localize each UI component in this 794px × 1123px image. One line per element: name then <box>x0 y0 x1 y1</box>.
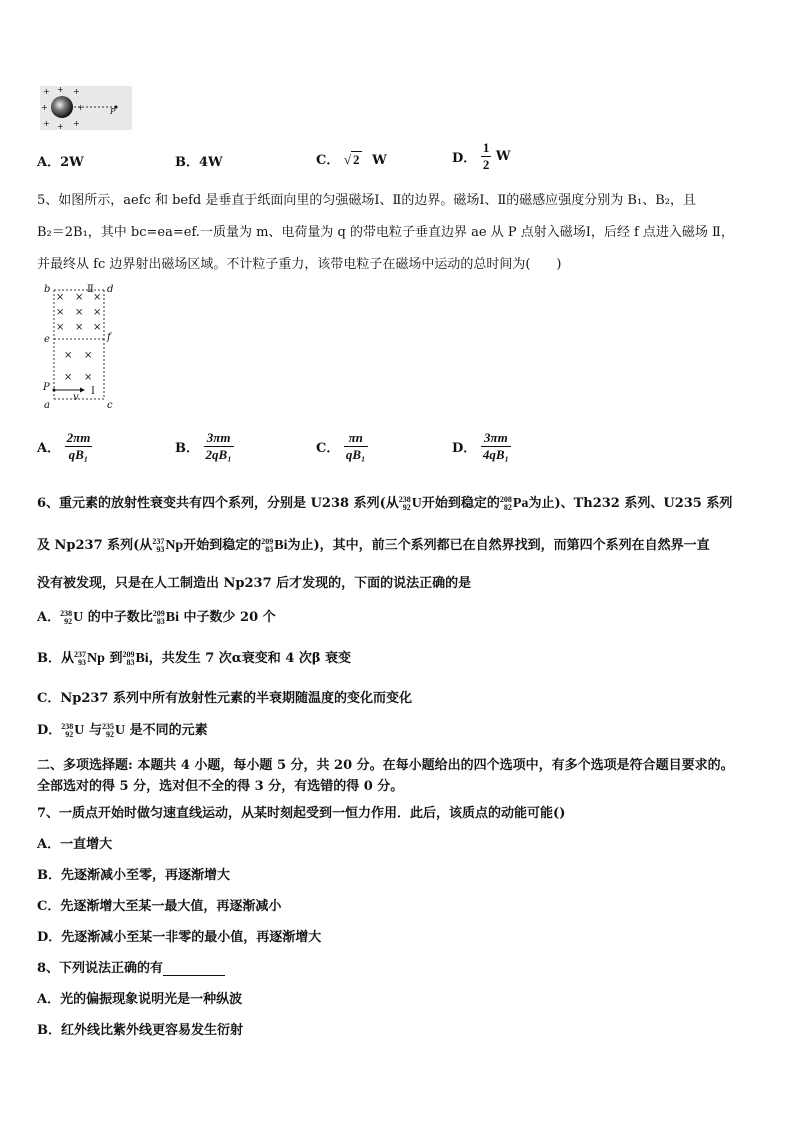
q5-option-a <box>37 430 92 463</box>
option-text: 的中子数比 <box>87 610 153 625</box>
q7-option-c: C．先逐渐增大至某一最大值，再逐渐减小 <box>37 899 282 914</box>
element-symbol: Bi <box>135 651 149 667</box>
mass-number: 209 <box>261 537 274 547</box>
q5-option-d-label: D． <box>452 441 477 456</box>
field-cross: × <box>93 292 102 303</box>
fraction-numerator: πn <box>344 430 368 447</box>
q6-text: 开始到稳定的 <box>183 538 262 553</box>
fraction <box>481 140 492 173</box>
q4-option-d-unit: W <box>495 149 511 164</box>
q5-option-b <box>175 430 234 463</box>
q6-text: 6、重元素的放射性衰变共有四个系列，分别是 U238 系列(从 <box>37 496 399 511</box>
field-cross: × <box>75 292 84 303</box>
atomic-number: 93 <box>78 658 86 668</box>
q6-stem-line3: 没有被发现，只是在人工制造出 Np237 后才发现的，下面的说法正确的是 <box>37 576 472 591</box>
svg-text:+: + <box>57 122 64 130</box>
fraction-numerator: 2πm <box>66 430 91 445</box>
q5-stem-line3: 并最终从 fc 边界射出磁场区域。不计粒子重力，该带电粒子在磁场中运动的总时间为( ) <box>37 257 562 272</box>
q4-option-c <box>316 149 387 168</box>
fraction-denominator: 2 <box>482 157 490 172</box>
fraction-denominator: qB₁ <box>68 447 89 462</box>
nuclide-bi209 <box>261 537 287 554</box>
element-symbol: U <box>411 496 422 512</box>
q4-option-b: B．4W <box>175 155 223 170</box>
svg-text:+: + <box>43 87 50 96</box>
q8-stem-text: 8、下列说法正确的有 <box>37 961 164 976</box>
svg-text:+: + <box>73 119 80 128</box>
q8-option-a: A．光的偏振现象说明光是一种纵波 <box>37 992 243 1007</box>
element-symbol: U <box>73 610 84 626</box>
q6-option-a <box>37 606 276 626</box>
q5-option-c-label: C． <box>316 441 340 456</box>
atomic-number: 93 <box>156 545 165 555</box>
field-cross: × <box>93 322 102 333</box>
svg-text:+: + <box>57 86 64 94</box>
nuclide-bi209 <box>153 609 179 626</box>
atomic-number: 82 <box>503 503 512 513</box>
element-symbol: Np <box>87 651 105 667</box>
label-region-2: Ⅱ <box>87 284 94 295</box>
field-cross: × <box>93 307 102 318</box>
atomic-number: 92 <box>402 503 411 513</box>
field-cross: × <box>64 350 73 361</box>
nuclide-bi209 <box>122 650 148 667</box>
element-symbol: Np <box>165 538 184 554</box>
mass-number: 238 <box>61 722 74 732</box>
q6-text: 及 Np237 系列(从 <box>37 538 153 553</box>
field-cross: × <box>75 307 84 318</box>
label-p: P <box>43 382 50 393</box>
q5-option-d <box>452 430 511 463</box>
sqrt-radicand: 2 <box>353 152 360 167</box>
option-label: B．从 <box>37 651 74 666</box>
nuclide-pa208 <box>500 495 529 512</box>
q7-option-a: A．一直增大 <box>37 837 113 852</box>
q6-text: 为止)、Th232 系列、U235 系列 <box>528 496 733 511</box>
q6-stem-line2 <box>37 534 710 554</box>
element-symbol: Bi <box>165 610 179 626</box>
label-v: v <box>73 392 79 403</box>
option-text: ，共发生 7 次α衰变和 4 次β 衰变 <box>148 651 352 666</box>
fraction <box>344 430 368 463</box>
q5-stem-line1: 5、如图所示，aefc 和 befd 是垂直于纸面向里的匀强磁场Ⅰ、Ⅱ的边界。磁场Ⅰ、Ⅱ的磁感应强度分别为 B₁、B₂，且 <box>37 193 696 208</box>
q7-option-b: B．先逐渐减小至零，再逐渐增大 <box>37 868 230 883</box>
point-p-label: P <box>110 107 116 116</box>
nuclide-np237 <box>152 537 183 554</box>
field-cross: × <box>56 292 65 303</box>
fraction-denominator: 4qB₁ <box>482 447 510 462</box>
q6-text: 开始到稳定的 <box>421 496 500 511</box>
field-cross: × <box>56 322 65 333</box>
q4-option-a: A．2W <box>37 155 84 170</box>
q6-option-b <box>37 647 351 667</box>
label-f: f <box>107 332 111 343</box>
sphere-figure <box>40 86 132 130</box>
fraction <box>481 430 511 463</box>
q4-option-c-unit: W <box>372 153 387 168</box>
q4-option-d <box>452 140 510 173</box>
nuclide-np237 <box>74 650 105 667</box>
nuclide-u238 <box>60 609 83 626</box>
q5-option-c <box>316 430 368 463</box>
answer-blank <box>163 963 225 976</box>
svg-text:+: + <box>43 119 50 128</box>
q8-stem <box>37 957 225 976</box>
label-a: a <box>44 400 50 411</box>
magnetic-field-figure <box>40 284 120 412</box>
field-cross: × <box>75 322 84 333</box>
q5-stem-line2: B₂＝2B₁，其中 bc=ea=ef.一质量为 m、电荷量为 q 的带电粒子垂直边界 ae 从 P 点射入磁场Ⅰ，后经 f 点进入磁场 Ⅱ， <box>37 225 734 240</box>
mass-number: 235 <box>101 722 114 732</box>
field-cross: × <box>84 372 93 383</box>
fraction-numerator: 3πm <box>481 430 511 447</box>
fraction-denominator: qB₁ <box>345 447 366 462</box>
q5-option-b-label: B． <box>175 441 199 456</box>
label-region-1: Ⅰ <box>91 386 95 397</box>
q6-text: 为止)，其中，前三个系列都已在自然界找到，而第四个系列在自然界一直 <box>287 538 710 553</box>
mass-number: 237 <box>152 537 165 547</box>
option-text: 是不同的元素 <box>129 723 208 738</box>
mass-number: 238 <box>398 495 411 505</box>
option-text: 到 <box>109 651 123 666</box>
atomic-number: 92 <box>105 730 114 740</box>
q4-option-d-label: D． <box>452 151 477 166</box>
fraction <box>65 430 93 463</box>
label-d: d <box>107 284 114 295</box>
svg-text:+: + <box>41 103 48 112</box>
atomic-number: 83 <box>265 545 274 555</box>
atomic-number: 83 <box>126 658 135 668</box>
nuclide-u238 <box>61 722 84 739</box>
label-e: e <box>44 334 50 345</box>
section2-heading-line1: 二、多项选择题: 本题共 4 小题，每小题 5 分，共 20 分。在每小题给出的四个选项中，有多个选项是符合题目要求的。 <box>37 758 734 773</box>
atomic-number: 92 <box>64 617 73 627</box>
element-symbol: Pa <box>512 496 529 512</box>
option-label: A． <box>37 610 61 625</box>
fraction-numerator: 1 <box>482 140 490 155</box>
field-cross: × <box>64 372 73 383</box>
q6-stem-line1 <box>37 492 732 512</box>
element-symbol: Bi <box>274 538 288 554</box>
q6-option-d <box>37 719 208 739</box>
q7-stem: 7、一质点开始时做匀速直线运动，从某时刻起受到一恒力作用．此后，该质点的动能可能() <box>37 806 566 821</box>
field-cross: × <box>56 307 65 318</box>
q5-option-a-label: A． <box>37 441 61 456</box>
nuclide-u235 <box>102 722 125 739</box>
mass-number: 238 <box>60 609 73 619</box>
nuclide-u238 <box>399 495 422 512</box>
svg-text:+: + <box>77 103 84 112</box>
option-label: D． <box>37 723 62 738</box>
fraction-numerator: 3πm <box>204 430 234 447</box>
q6-option-c: C．Np237 系列中所有放射性元素的半衰期随温度的变化而变化 <box>37 691 412 706</box>
svg-text:+: + <box>73 87 80 96</box>
section2-heading-line2: 全部选对的得 5 分，选对但不全的得 3 分，有选错的得 0 分。 <box>37 779 404 794</box>
mass-number: 237 <box>74 650 86 660</box>
q8-option-b: B．红外线比紫外线更容易发生衍射 <box>37 1023 243 1038</box>
q4-option-c-label: C． <box>316 153 340 168</box>
mass-number: 209 <box>122 650 135 660</box>
fraction-denominator: 2qB₁ <box>205 447 232 462</box>
sqrt-symbol: √ 2 <box>343 152 360 167</box>
option-text: 中子数少 20 个 <box>183 610 276 625</box>
element-symbol: U <box>74 723 85 739</box>
element-symbol: U <box>114 723 126 739</box>
atomic-number: 92 <box>65 730 74 740</box>
mass-number: 208 <box>499 495 512 505</box>
mass-number: 209 <box>152 609 165 619</box>
fraction <box>204 430 234 463</box>
option-text: 与 <box>88 723 102 738</box>
q7-option-d: D．先逐渐减小至某一非零的最小值，再逐渐增大 <box>37 930 322 945</box>
label-b: b <box>44 284 51 295</box>
atomic-number: 83 <box>156 617 165 627</box>
label-c: c <box>107 400 113 411</box>
field-cross: × <box>84 350 93 361</box>
